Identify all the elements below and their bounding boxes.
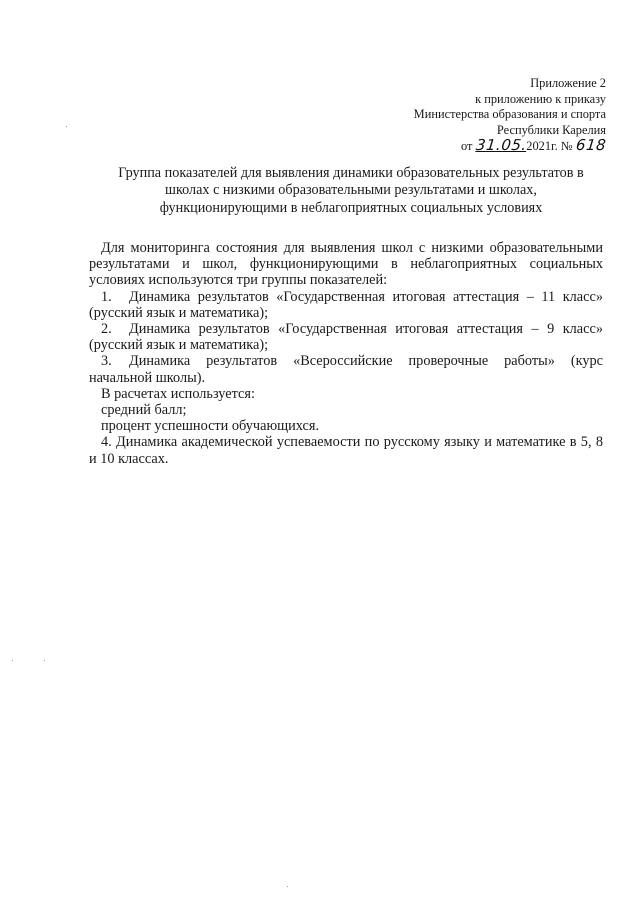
from-prefix: от (460, 139, 473, 154)
appendix-line: к приложению к приказу (475, 91, 606, 106)
year-number-label: 2021г. № (526, 139, 573, 154)
scan-speck (44, 660, 45, 661)
appendix-header (414, 76, 606, 155)
appendix-line: Министерства образования и спорта (413, 107, 606, 122)
intro-paragraph: Для мониторинга состояния для выявления школ с низкими образовательными результатами и школ, функционирующими в неблагоприятных социальных условиях используются три группы показателей: (89, 240, 603, 289)
item-number: 2. (101, 321, 112, 338)
document-body (89, 240, 603, 467)
indicator-item-4: 4. Динамика академической успеваемости по русскому языку и математике в 5, 8 и 10 классах. (89, 434, 603, 467)
title-line: школах с низкими образовательными результатами и школах, (165, 182, 537, 199)
item-number: 1. (101, 288, 112, 305)
indicator-item (89, 289, 603, 321)
appendix-line: Приложение 2 (530, 76, 606, 90)
scan-speck (66, 126, 67, 127)
handwritten-date: 31.05. (474, 136, 528, 155)
item-text: Динамика результатов «Государственная итоговая аттестация – 11 класс» (русский язык и математика); (89, 288, 603, 321)
indicator-item (89, 321, 603, 353)
indicator-item (89, 353, 603, 385)
calculation-intro: В расчетах используется: (101, 385, 255, 402)
calculation-item: процент успешности обучающихся. (101, 418, 320, 435)
handwritten-order-number: 618 (574, 136, 608, 155)
item-text: Динамика результатов «Государственная итоговая аттестация – 9 класс» (русский язык и математика); (89, 321, 603, 354)
document-title (96, 165, 606, 217)
order-date-line (414, 138, 606, 155)
item-number: 3. (101, 353, 112, 370)
appendix-line: Республики Карелия (496, 122, 606, 137)
title-line: Группа показателей для выявления динамики образовательных результатов в (118, 165, 584, 181)
item-text: Динамика результатов «Всероссийские проверочные работы» (курс начальной школы). (89, 353, 603, 386)
scan-speck (12, 660, 13, 661)
calculation-item: средний балл; (101, 402, 187, 419)
title-line: функционирующими в неблагоприятных социальных условиях (159, 199, 543, 216)
scan-speck (287, 886, 288, 887)
